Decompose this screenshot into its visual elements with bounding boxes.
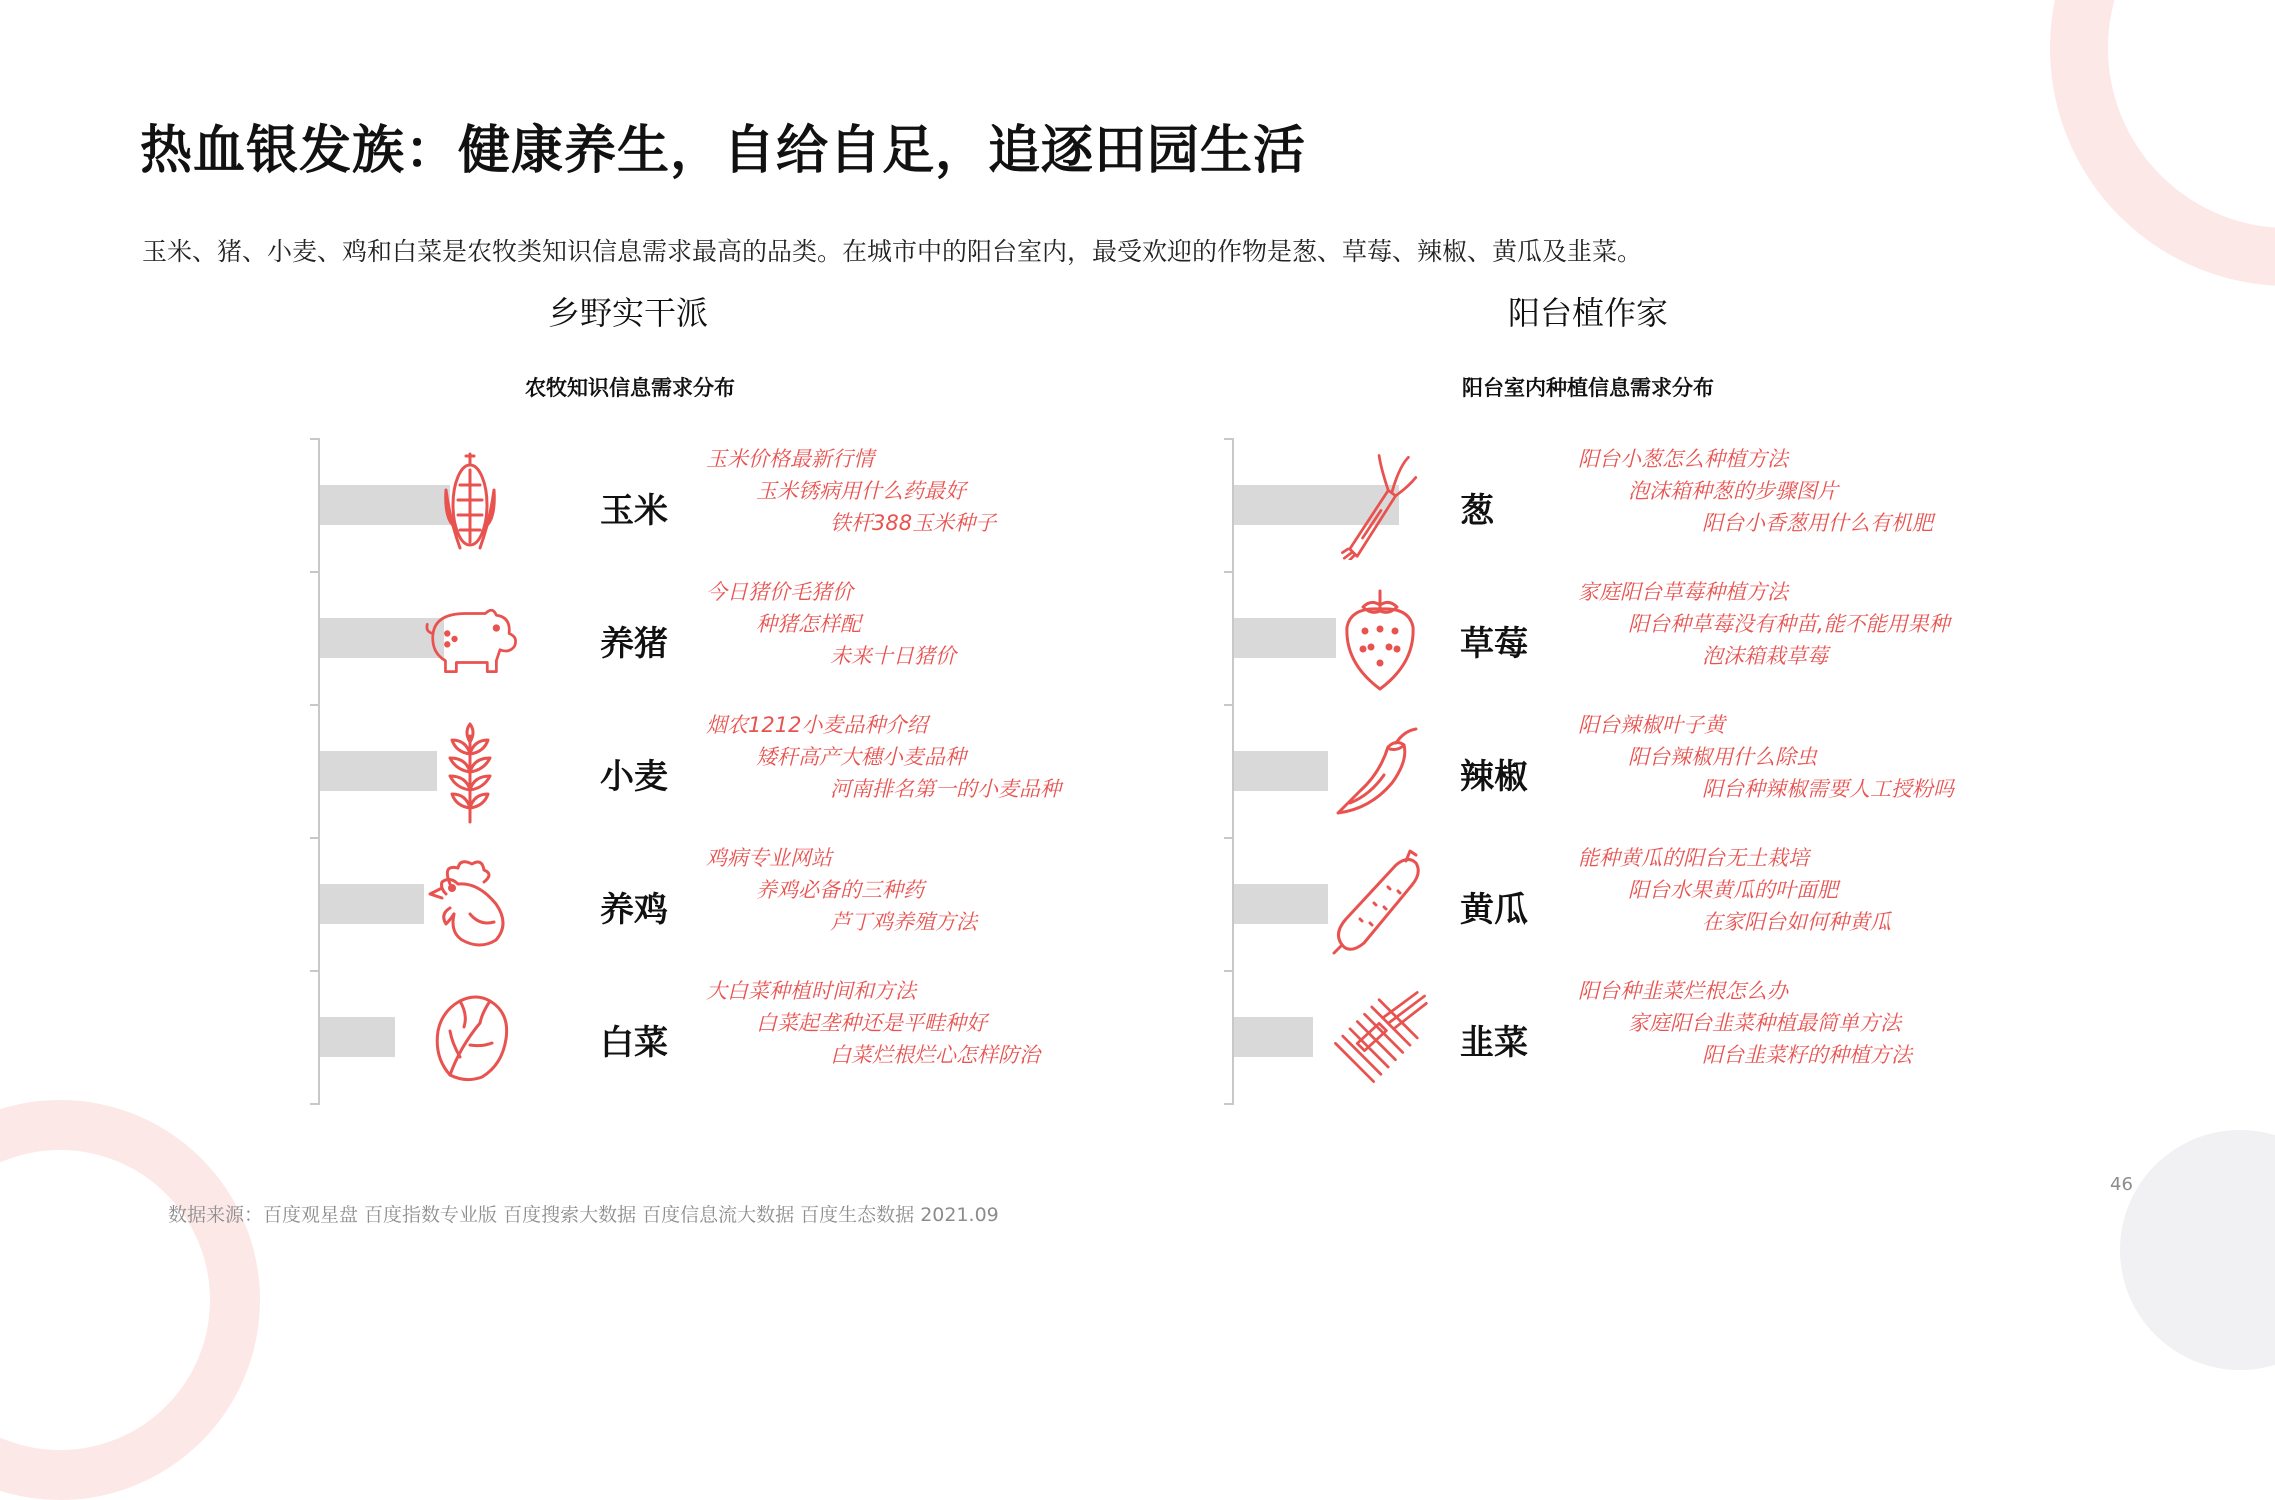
search-keyword: 玉米锈病用什么药最好 (756, 478, 966, 503)
category-label: 草莓 (1460, 623, 1528, 664)
category-label: 白菜 (600, 1022, 668, 1063)
y-axis-tick (310, 970, 320, 972)
page-number: 46 (2110, 1174, 2133, 1195)
category-label: 小麦 (600, 756, 668, 797)
corn-icon (420, 450, 520, 560)
search-keyword: 阳台辣椒叶子黄 (1578, 712, 1725, 737)
category-label: 辣椒 (1460, 756, 1528, 797)
left-panel-heading: 乡野实干派 (547, 294, 708, 332)
cabbage-icon (420, 982, 520, 1092)
category-label: 韭菜 (1460, 1022, 1528, 1063)
chicken-icon (420, 849, 520, 959)
category-label: 养鸡 (600, 889, 668, 930)
decorative-ring-top-right (2050, 0, 2275, 286)
pig-icon (420, 583, 520, 693)
search-keyword: 大白菜种植时间和方法 (706, 978, 916, 1003)
page-title: 热血银发族：健康养生，自给自足，追逐田园生活 (140, 121, 1307, 181)
wheat-icon (420, 716, 520, 826)
subtitle: 玉米、猪、小麦、鸡和白菜是农牧类知识信息需求最高的品类。在城市中的阳台室内，最受欢迎的作物是葱、草莓、辣椒、黄瓜及韭菜。 (142, 237, 1643, 266)
y-axis-tick (310, 704, 320, 706)
y-axis-tick (1224, 571, 1234, 573)
data-source-note: 数据来源：百度观星盘 百度指数专业版 百度搜索大数据 百度信息流大数据 百度生态数据 2021.09 (168, 1204, 999, 1226)
search-keyword: 阳台辣椒用什么除虫 (1628, 744, 1817, 769)
search-keyword: 阳台种草莓没有种苗,能不能用果种 (1628, 611, 1950, 636)
search-keyword: 河南排名第一的小麦品种 (830, 776, 1061, 801)
y-axis-tick (1224, 837, 1234, 839)
search-keyword: 养鸡必备的三种药 (756, 877, 924, 902)
scallion-icon (1330, 450, 1430, 560)
search-keyword: 阳台韭菜籽的种植方法 (1702, 1042, 1912, 1067)
search-keyword: 阳台种韭菜烂根怎么办 (1578, 978, 1788, 1003)
y-axis-tick (310, 438, 320, 440)
search-keyword: 未来十日猪价 (830, 643, 956, 668)
bar (320, 884, 424, 924)
search-keyword: 种猪怎样配 (756, 611, 861, 636)
decorative-circle-bottom-right (2120, 1130, 2275, 1370)
search-keyword: 泡沫箱种葱的步骤图片 (1628, 478, 1838, 503)
search-keyword: 能种黄瓜的阳台无土栽培 (1578, 845, 1809, 870)
search-keyword: 烟农1212小麦品种介绍 (706, 712, 928, 737)
search-keyword: 家庭阳台韭菜种植最简单方法 (1628, 1010, 1901, 1035)
search-keyword: 家庭阳台草莓种植方法 (1578, 579, 1788, 604)
search-keyword: 阳台小葱怎么种植方法 (1578, 446, 1788, 471)
y-axis-tick (1224, 1103, 1234, 1105)
search-keyword: 白菜烂根烂心怎样防治 (830, 1042, 1040, 1067)
search-keyword: 阳台种辣椒需要人工授粉吗 (1702, 776, 1954, 801)
y-axis-tick (310, 571, 320, 573)
search-keyword: 阳台水果黄瓜的叶面肥 (1628, 877, 1838, 902)
bar (1234, 618, 1336, 658)
chives-icon (1330, 982, 1430, 1092)
right-panel-heading: 阳台植作家 (1507, 294, 1668, 332)
search-keyword: 今日猪价毛猪价 (706, 579, 853, 604)
left-chart-title: 农牧知识信息需求分布 (525, 376, 735, 400)
y-axis-tick (310, 1103, 320, 1105)
search-keyword: 玉米价格最新行情 (706, 446, 874, 471)
y-axis-tick (1224, 970, 1234, 972)
y-axis-tick (310, 837, 320, 839)
right-chart-title: 阳台室内种植信息需求分布 (1462, 376, 1714, 400)
decorative-ring-bottom-left (0, 1100, 260, 1500)
category-label: 养猪 (600, 623, 668, 664)
search-keyword: 白菜起垄种还是平畦种好 (756, 1010, 987, 1035)
category-label: 玉米 (600, 490, 668, 531)
chili-icon (1330, 716, 1430, 826)
search-keyword: 芦丁鸡养殖方法 (830, 909, 977, 934)
search-keyword: 鸡病专业网站 (706, 845, 832, 870)
bar (1234, 1017, 1313, 1057)
category-label: 黄瓜 (1460, 889, 1528, 930)
cucumber-icon (1330, 849, 1430, 959)
strawberry-icon (1330, 583, 1430, 693)
search-keyword: 阳台小香葱用什么有机肥 (1702, 510, 1933, 535)
bar (320, 1017, 395, 1057)
search-keyword: 矮秆高产大穗小麦品种 (756, 744, 966, 769)
y-axis-tick (1224, 438, 1234, 440)
bar (1234, 884, 1328, 924)
y-axis-tick (1224, 704, 1234, 706)
search-keyword: 在家阳台如何种黄瓜 (1702, 909, 1891, 934)
search-keyword: 铁杆388玉米种子 (830, 510, 997, 535)
search-keyword: 泡沫箱栽草莓 (1702, 643, 1828, 668)
bar (1234, 751, 1328, 791)
category-label: 葱 (1460, 490, 1494, 531)
